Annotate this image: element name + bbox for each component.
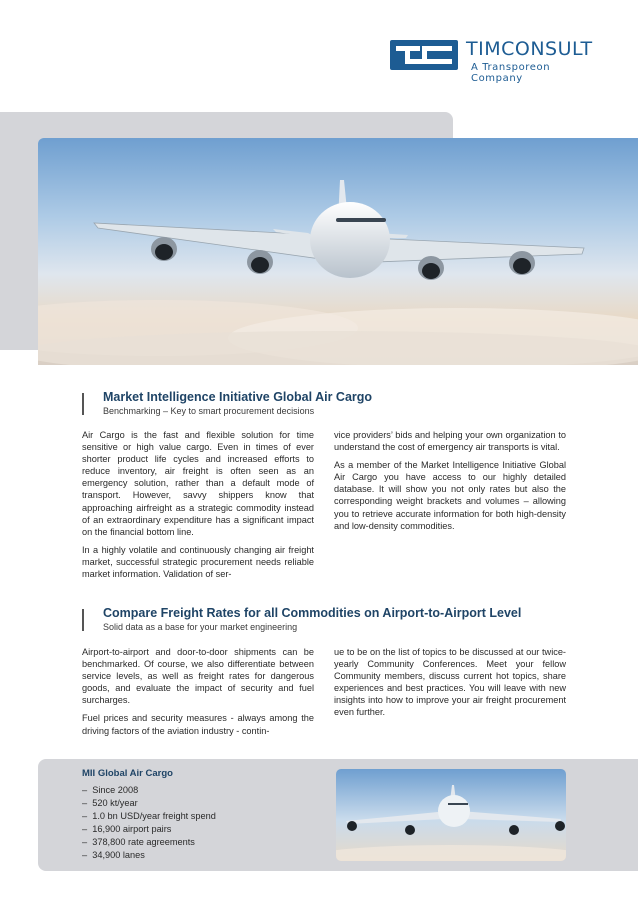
heading-accent-bar [82, 393, 84, 415]
section1-left-column [82, 429, 314, 586]
paragraph: Airport-to-airport and door-to-door shipments can be benchmarked. Of course, we also differentiate between service levels, as well as freight rates for dangerous goods, and evaluate the impact of security and fuel surcharges. [82, 647, 314, 706]
facts-title: MII Global Air Cargo [82, 768, 173, 779]
list-item: – 1.0 bn USD/year freight spend [82, 810, 216, 823]
section2-left-column [82, 646, 314, 743]
heading-accent-bar [82, 609, 84, 631]
facts-list [82, 784, 216, 863]
section-subtitle: Solid data as a base for your market engineering [103, 622, 298, 632]
paragraph: vice providers’ bids and helping your own organization to understand the cost of emergency air transports is vital. [334, 430, 566, 453]
section-title: Compare Freight Rates for all Commodities on Airport-to-Airport Level [103, 606, 522, 620]
list-item: – 520 kt/year [82, 797, 216, 810]
section-subtitle: Benchmarking – Key to smart procurement decisions [103, 406, 315, 416]
list-item: – Since 2008 [82, 784, 216, 797]
paragraph: In a highly volatile and continuously changing air freight market, successful strategic procurement needs reliable market information. Validation of ser- [82, 544, 314, 580]
list-item: – 34,900 lanes [82, 849, 216, 862]
logo-mark-icon [390, 40, 458, 70]
paragraph: Fuel prices and security measures - always among the driving factors of the aviation industry - contin- [82, 713, 314, 736]
section1-right-column [334, 429, 566, 538]
paragraph: Air Cargo is the fast and flexible solution for time sensitive or high value cargo. Even in times of ever shorter product life cycles and increased efforts to reduce inventory, air freight is often seen as an emergency solution, rather than a default mode of transport. However, savvy shippers know that approaching airfreight as a strategic commodity instead of an extraordinary expenditure has a significant impact on the financial bottom line. [82, 430, 314, 537]
paragraph: As a member of the Market Intelligence Initiative Global Air Cargo you have access to our highly detailed database. It will show you not only rates but also the corresponding weight brackets and volumes – allowing you to retrieve accurate information for both high-density and low-density commodities. [334, 460, 566, 531]
logo-wordmark: TIMCONSULT [466, 38, 593, 60]
paragraph: ue to be on the list of topics to be discussed at our twice-yearly Community Conferences. Meet your fellow Community members, discuss current hot topics, share experiences and best practices. You will leave with new insights into how to improve your air freight procurement even further. [334, 647, 566, 718]
logo-tagline: A Transporeon Company [471, 62, 551, 84]
section-title: Market Intelligence Initiative Global Air Cargo [103, 390, 373, 404]
hero-airplane-image [38, 138, 638, 365]
section2-right-column [334, 646, 566, 725]
list-item: – 16,900 airport pairs [82, 823, 216, 836]
company-logo [390, 38, 605, 84]
airplane-thumbnail-image [336, 769, 566, 861]
list-item: – 378,800 rate agreements [82, 836, 216, 849]
